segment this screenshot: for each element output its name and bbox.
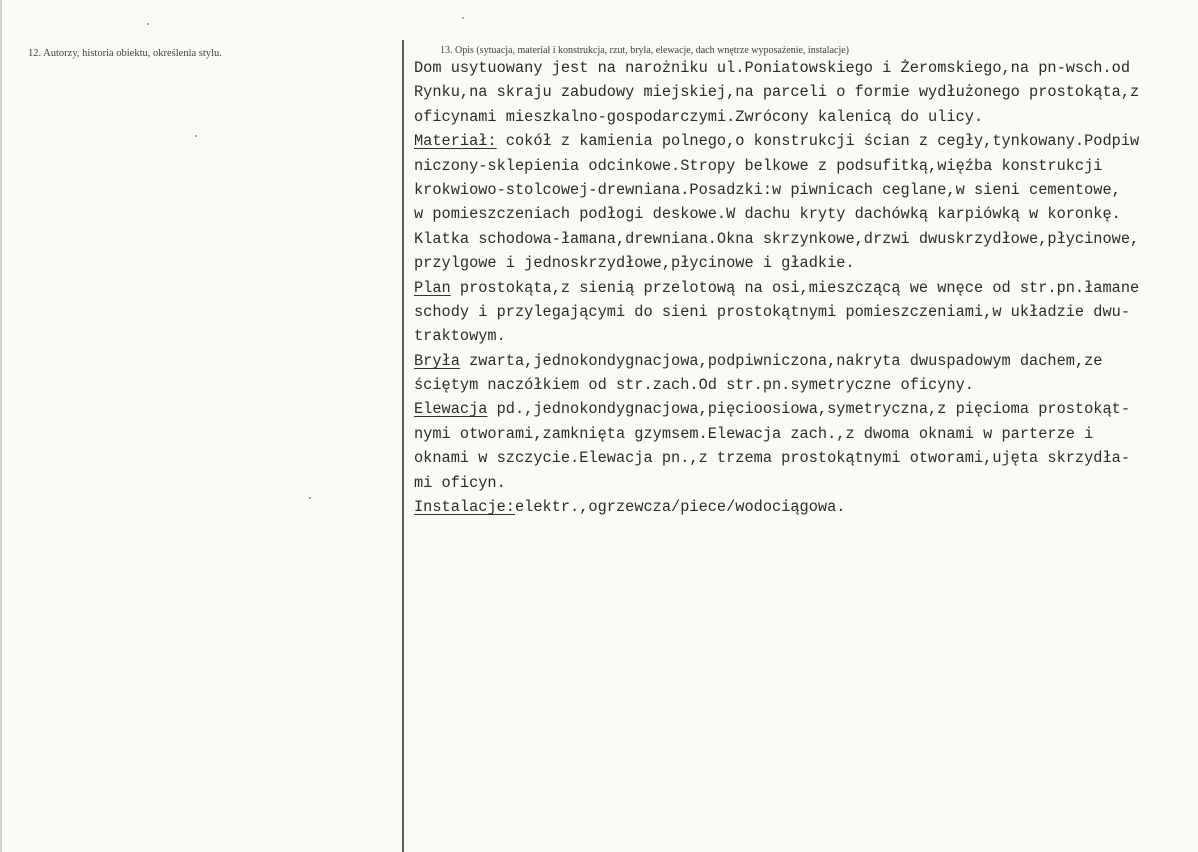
text-line: Rynku,na skraju zabudowy miejskiej,na parceli o formie wydłużonego prostokąta,z: [414, 83, 1140, 102]
material-heading: Materiał:: [414, 132, 497, 151]
text-line: Klatka schodowa-łamana,drewniana.Okna skrzynkowe,drzwi dwuskrzydłowe,płycinowe,: [414, 229, 1140, 248]
text-line: mi oficyn.: [414, 473, 506, 492]
text-line: oficynami mieszkalno-gospodarczymi.Zwrócony kalenicą do ulicy.: [414, 107, 984, 126]
installations-heading: Instalacje:: [414, 498, 515, 517]
text-line: oknami w szczycie.Elewacja pn.,z trzema prostokątnymi otworami,ujęta skrzydła-: [414, 449, 1131, 468]
section-13-header: 13. Opis (sytuacja, materiał i konstrukcja, rzut, bryła, elewacje, dach wnętrze wyposażenie, instalacje): [440, 45, 849, 56]
text-line: [414, 129, 1194, 153]
paper-speck: [309, 497, 311, 499]
bryla-heading: Bryła: [414, 351, 460, 370]
text-line: [414, 495, 1194, 519]
text-line: ściętym naczółkiem od str.zach.Od str.pn.symetryczne oficyny.: [414, 376, 974, 395]
text-line: niczony-sklepienia odcinkowe.Stropy belkowe z podsufitką,więźba konstrukcji: [414, 156, 1103, 175]
text-segment: pd.,jednokondygnacjowa,pięcioosiowa,symetryczna,z pięcioma prostokąt-: [487, 400, 1131, 419]
text-line: przylgowe i jednoskrzydłowe,płycinowe i gładkie.: [414, 254, 855, 273]
paper-speck: [147, 23, 149, 25]
text-line: krokwiowo-stolcowej-drewniana.Posadzki:w piwnicach ceglane,w sieni cementowe,: [414, 180, 1121, 199]
column-divider: [402, 40, 404, 852]
section-12-header: 12. Autorzy, historia obiektu, określenia stylu.: [28, 48, 222, 59]
text-line: [414, 276, 1194, 300]
text-line: [414, 397, 1194, 421]
text-segment: zwarta,jednokondygnacjowa,podpiwniczona,nakryta dwuspadowym dachem,ze: [459, 351, 1103, 370]
text-segment: cokół z kamienia polnego,o konstrukcji ścian z cegły,tynkowany.Podpiw: [496, 132, 1140, 151]
plan-heading: Plan: [414, 278, 451, 297]
description-text: [414, 56, 1194, 519]
text-line: nymi otworami,zamknięta gzymsem.Elewacja zach.,z dwoma oknami w parterze i: [414, 424, 1094, 443]
text-line: schody i przylegającymi do sieni prostokątnymi pomieszczeniami,w układzie dwu-: [414, 302, 1131, 321]
text-segment: prostokąta,z sienią przelotową na osi,mieszczącą we wnęce od str.pn.łamane: [450, 278, 1140, 297]
text-line: traktowym.: [414, 327, 506, 346]
paper-speck: [195, 135, 197, 137]
elevation-heading: Elewacja: [414, 400, 488, 419]
text-line: [414, 349, 1194, 373]
text-segment: elektr.,ogrzewcza/piece/wodociągowa.: [514, 498, 846, 517]
paper-speck: [462, 17, 464, 19]
text-line: Dom usytuowany jest na narożniku ul.Poniatowskiego i Żeromskiego,na pn-wsch.od: [414, 59, 1131, 77]
text-line: w pomieszczeniach podłogi deskowe.W dachu kryty dachówką karpiówką w koronkę.: [414, 205, 1121, 224]
